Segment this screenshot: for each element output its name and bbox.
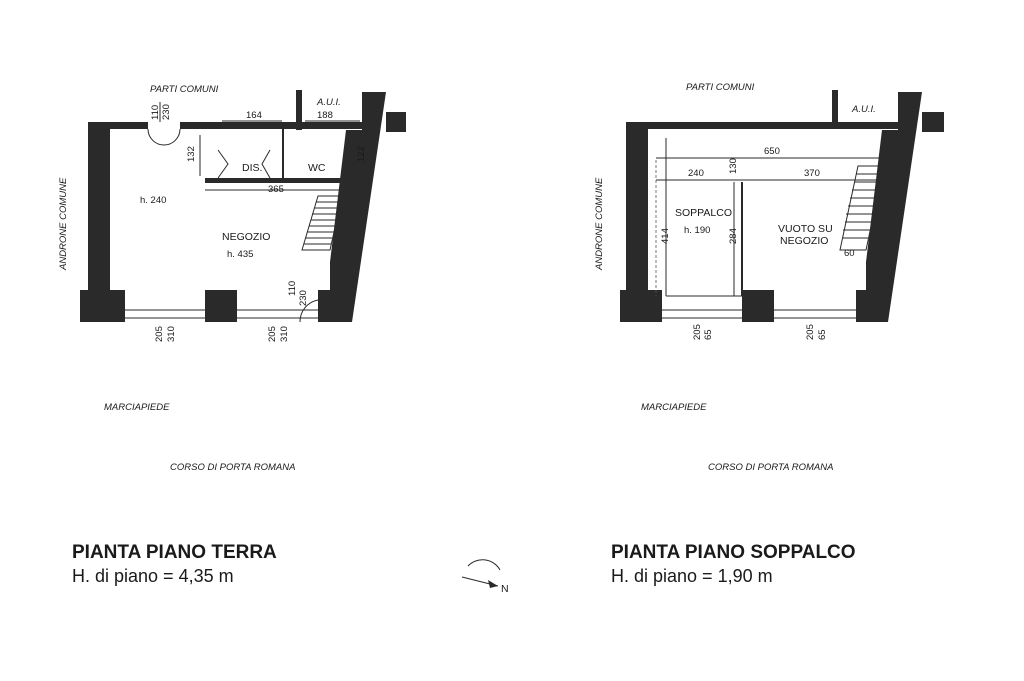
north-arrow	[462, 560, 509, 595]
mezzanine-plan	[594, 82, 944, 473]
dim-230-top: 230	[161, 104, 172, 120]
vuoto-label-2: NEGOZIO	[780, 235, 829, 247]
height-240-label: h. 240	[140, 195, 167, 206]
dim-414: 414	[660, 228, 671, 244]
dim-122: 122	[356, 146, 367, 162]
m-bottom-mid-pier	[742, 290, 774, 322]
dis-label: DIS.	[242, 162, 263, 174]
bottom-right-pier	[318, 290, 350, 322]
ground-floor-plan	[58, 84, 406, 473]
m-top-wall	[648, 122, 898, 129]
dim-370: 370	[804, 168, 820, 179]
north-label: N	[501, 583, 509, 595]
dim-110-top: 110	[150, 104, 161, 120]
parti-comuni-label: PARTI COMUNI	[150, 84, 219, 95]
dim-132: 132	[186, 146, 197, 162]
dim-650: 650	[764, 146, 780, 157]
top-wall-mid	[180, 122, 300, 129]
m-corso-label: CORSO DI PORTA ROMANA	[708, 462, 834, 473]
top-wall-right	[300, 122, 362, 129]
corso-label: CORSO DI PORTA ROMANA	[170, 462, 296, 473]
m-marciapiede-label: MARCIAPIEDE	[641, 402, 707, 413]
m-dim-205-a: 205	[692, 324, 703, 340]
dim-164: 164	[246, 110, 262, 121]
bottom-mid-pier	[205, 290, 237, 322]
dim-188: 188	[317, 110, 333, 121]
wc-label: WC	[308, 162, 326, 174]
m-parti-comuni-label: PARTI COMUNI	[686, 82, 755, 93]
right-wall-stub	[386, 112, 406, 132]
dim-205-b: 205	[267, 326, 278, 342]
m-androne-label: ANDRONE COMUNE	[594, 177, 605, 270]
height-190-label: h. 190	[684, 225, 711, 236]
ground-floor-subtitle: H. di piano = 4,35 m	[72, 566, 234, 586]
mezzanine-title: PIANTA PIANO SOPPALCO	[611, 542, 856, 563]
m-dim-65-b: 65	[817, 329, 828, 340]
dim-240: 240	[688, 168, 704, 179]
m-bottom-left-pier	[620, 290, 662, 322]
m-aui-wall	[832, 90, 838, 128]
marciapiede-label: MARCIAPIEDE	[104, 402, 170, 413]
m-dim-65-a: 65	[703, 329, 714, 340]
dim-60: 60	[844, 248, 855, 259]
service-partition	[205, 178, 345, 183]
height-435-label: h. 435	[227, 249, 254, 260]
dim-365: 365	[268, 184, 284, 195]
m-bottom-right-pier	[856, 290, 886, 322]
dim-230-right: 230	[298, 290, 309, 306]
m-dim-205-b: 205	[805, 324, 816, 340]
dim-130: 130	[728, 158, 739, 174]
dim-310-b: 310	[279, 326, 290, 342]
vuoto-label-1: VUOTO SU	[778, 223, 833, 235]
aui-label: A.U.I.	[317, 97, 341, 108]
dim-310-a: 310	[166, 326, 177, 342]
m-aui-label: A.U.I.	[852, 104, 876, 115]
soppalco-label: SOPPALCO	[675, 207, 732, 219]
negozio-label: NEGOZIO	[222, 231, 271, 243]
ground-floor-title: PIANTA PIANO TERRA	[72, 542, 277, 563]
m-right-wall-stub	[922, 112, 944, 132]
androne-label: ANDRONE COMUNE	[58, 177, 69, 270]
top-wall-left	[110, 122, 148, 129]
dim-284: 284	[728, 228, 739, 244]
bottom-left-pier	[80, 290, 125, 322]
dim-205-a: 205	[154, 326, 165, 342]
dim-110-right: 110	[287, 280, 298, 296]
mezzanine-subtitle: H. di piano = 1,90 m	[611, 566, 773, 586]
